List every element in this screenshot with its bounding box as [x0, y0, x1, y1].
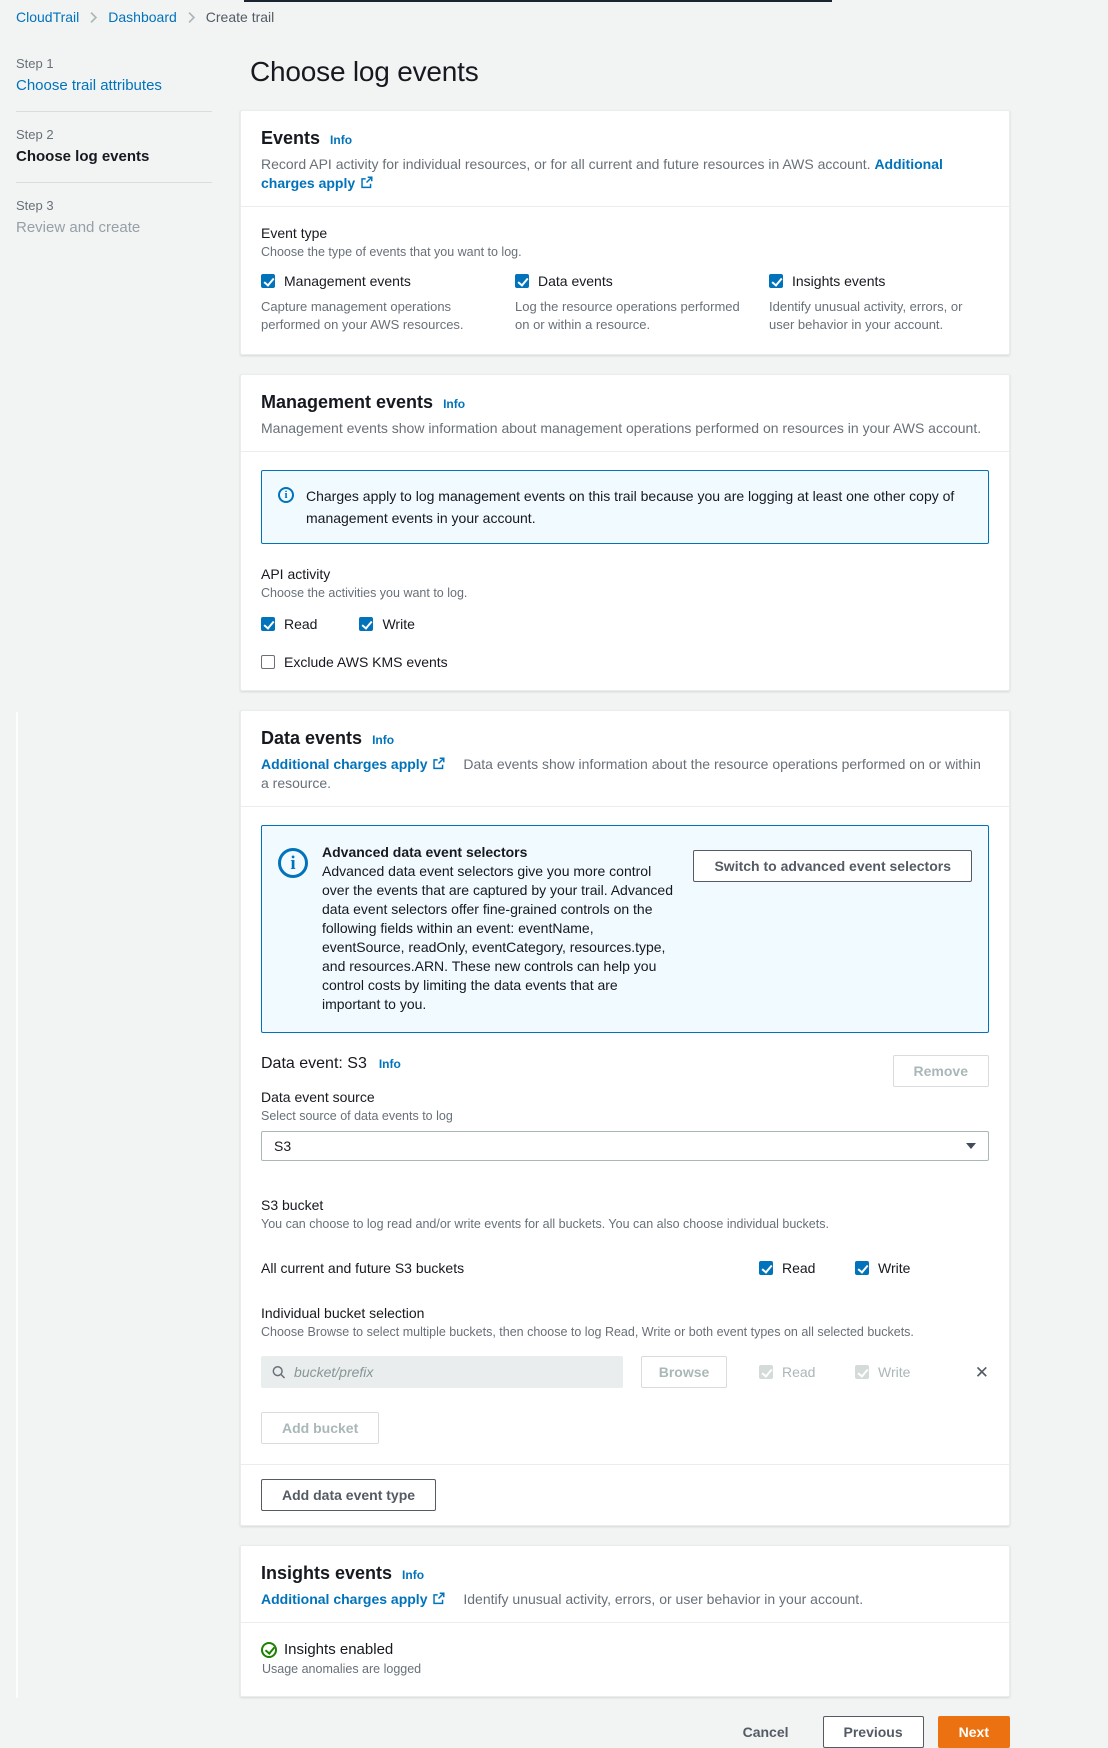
data-card-footer — [241, 1464, 1009, 1525]
data-event-s3-title: Data event: S3 — [261, 1055, 367, 1072]
next-button[interactable]: Next — [938, 1716, 1010, 1748]
all-buckets-write-checkbox[interactable] — [855, 1261, 869, 1275]
insights-card-body — [241, 1622, 1009, 1696]
management-info-link[interactable]: Info — [443, 397, 466, 411]
events-card — [240, 110, 1010, 355]
events-card-body — [241, 206, 1009, 354]
insights-events-option — [769, 273, 989, 334]
individual-bucket-desc: Choose Browse to select multiple buckets, then choose to log Read, Write or both event types on all selected buckets. — [261, 1325, 914, 1339]
breadcrumb-current: Create trail — [205, 9, 275, 25]
management-events-checkbox[interactable] — [261, 274, 275, 288]
insights-card-title: Insights events — [261, 1563, 393, 1583]
exclude-kms-label: Exclude AWS KMS events — [284, 654, 448, 670]
exclude-kms-checkbox[interactable] — [261, 655, 275, 669]
advanced-box-title: Advanced data event selectors — [322, 844, 528, 860]
insights-events-desc: Identify unusual activity, errors, or user behavior in your account. — [769, 299, 963, 332]
search-icon — [272, 1365, 286, 1380]
data-description: Data events show information about the resource operations performed on or within a resource. — [261, 756, 981, 791]
data-event-s3-header — [261, 1055, 989, 1087]
all-buckets-read-checkbox[interactable] — [759, 1261, 773, 1275]
management-card-title: Management events — [261, 392, 434, 412]
s3-bucket-label: S3 bucket — [261, 1197, 324, 1213]
step1-link[interactable]: Choose trail attributes — [16, 77, 162, 94]
insights-info-link[interactable]: Info — [402, 1568, 425, 1582]
data-card-body — [241, 806, 1009, 1464]
info-circle-icon: i — [278, 848, 308, 878]
event-type-label: Event type — [261, 225, 328, 241]
events-card-header — [241, 111, 1009, 206]
management-description: Management events show information about management operations performed on resources in your AWS account. — [261, 420, 982, 436]
data-event-info-link[interactable]: Info — [378, 1057, 401, 1071]
remove-bucket-row-icon[interactable]: ✕ — [974, 1362, 989, 1382]
page-title: Choose log events — [250, 56, 479, 87]
bucket-write-checkbox[interactable] — [855, 1365, 869, 1379]
events-description: Record API activity for individual resources, or for all current and future resources in AWS account. — [261, 156, 871, 172]
advanced-box-body: Advanced data event selectors give you more control over the events that are captured by your trail. Advanced data event selectors offer fine-grained controls on the following fields within an event: eventName, eventSource, readOnly, eventCategory, resources.type, and resources.ARN. These new controls can help you control costs by limiting the data events that are important to you. — [322, 863, 673, 1012]
external-link-icon — [432, 757, 445, 770]
breadcrumb-dashboard[interactable]: Dashboard — [108, 9, 177, 25]
all-buckets-label: All current and future S3 buckets — [261, 1260, 465, 1276]
wizard-steps-nav — [16, 56, 212, 236]
data-card-title: Data events — [261, 728, 363, 748]
insights-events-card — [240, 1545, 1010, 1697]
step1-label: Step 1 — [16, 56, 54, 71]
switch-advanced-selectors-button[interactable]: Switch to advanced event selectors — [693, 850, 972, 882]
bucket-write-label: Write — [878, 1364, 911, 1380]
all-buckets-write-label: Write — [878, 1260, 911, 1276]
events-charges-link[interactable]: Additional charges apply — [261, 156, 943, 191]
api-activity-label: API activity — [261, 566, 331, 582]
data-event-source-select[interactable] — [261, 1131, 989, 1161]
breadcrumb — [16, 9, 274, 25]
events-card-title: Events — [261, 128, 321, 148]
all-buckets-read-label: Read — [782, 1260, 816, 1276]
bucket-prefix-input[interactable] — [294, 1364, 612, 1380]
previous-button[interactable]: Previous — [823, 1716, 924, 1748]
management-card-header — [241, 375, 1009, 451]
s3-bucket-desc: You can choose to log read and/or write events for all buckets. You can also choose individual buckets. — [261, 1217, 829, 1231]
add-data-event-type-button[interactable]: Add data event type — [261, 1479, 436, 1511]
management-card-body — [241, 451, 1009, 690]
step3-label: Step 3 — [16, 198, 54, 213]
data-event-source-desc: Select source of data events to log — [261, 1109, 453, 1123]
step3-title: Review and create — [16, 219, 141, 236]
main-content — [240, 48, 1010, 1748]
data-events-checkbox[interactable] — [515, 274, 529, 288]
insights-events-label: Insights events — [792, 273, 886, 289]
insights-card-header — [241, 1546, 1009, 1622]
chevron-right-icon — [89, 11, 98, 24]
breadcrumb-cloudtrail[interactable]: CloudTrail — [16, 9, 80, 25]
data-card-header — [241, 711, 1009, 806]
management-events-card — [240, 374, 1010, 691]
individual-bucket-label: Individual bucket selection — [261, 1305, 425, 1321]
data-event-source-label: Data event source — [261, 1089, 375, 1105]
api-activity-desc: Choose the activities you want to log. — [261, 586, 468, 600]
step2-current: Choose log events — [16, 148, 150, 165]
add-bucket-button[interactable]: Add bucket — [261, 1412, 379, 1444]
management-events-option — [261, 273, 515, 334]
wizard-actions — [240, 1716, 1010, 1748]
steps-divider — [16, 182, 212, 183]
bucket-read-checkbox[interactable] — [759, 1365, 773, 1379]
data-charges-link[interactable]: Additional charges apply — [261, 756, 445, 772]
insights-status-desc: Usage anomalies are logged — [262, 1662, 422, 1676]
console-topbar-edge — [244, 0, 832, 2]
remove-data-event-button[interactable]: Remove — [893, 1055, 989, 1087]
api-read-checkbox[interactable] — [261, 617, 275, 631]
api-read-label: Read — [284, 616, 318, 632]
management-events-desc: Capture management operations performed on your AWS resources. — [261, 299, 464, 332]
step2-label: Step 2 — [16, 127, 54, 142]
cancel-button[interactable]: Cancel — [723, 1716, 809, 1748]
management-alert-text: Charges apply to log management events on this trail because you are logging at least one other copy of management events in your account. — [306, 488, 955, 526]
insights-description: Identify unusual activity, errors, or user behavior in your account. — [463, 1591, 864, 1607]
advanced-selectors-box — [261, 825, 989, 1033]
data-events-desc: Log the resource operations performed on or within a resource. — [515, 299, 740, 332]
api-write-label: Write — [382, 616, 415, 632]
insights-events-checkbox[interactable] — [769, 274, 783, 288]
api-write-checkbox[interactable] — [359, 617, 373, 631]
event-type-options — [261, 273, 989, 334]
event-type-desc: Choose the type of events that you want to log. — [261, 245, 522, 259]
data-info-link[interactable]: Info — [372, 733, 395, 747]
panel-edge-line — [16, 712, 18, 1698]
external-link-icon — [432, 1592, 445, 1605]
insights-charges-link[interactable]: Additional charges apply — [261, 1591, 445, 1607]
browse-button[interactable]: Browse — [641, 1356, 727, 1388]
chevron-down-icon — [966, 1143, 976, 1149]
bucket-read-label: Read — [782, 1364, 816, 1380]
bucket-prefix-input-wrap — [261, 1356, 623, 1388]
steps-divider — [16, 111, 212, 112]
info-circle-icon: i — [278, 487, 294, 503]
data-events-option — [515, 273, 769, 334]
external-link-icon — [360, 176, 373, 189]
data-events-label: Data events — [538, 273, 613, 289]
data-event-source-value: S3 — [274, 1138, 292, 1154]
management-charges-alert — [261, 470, 989, 544]
insights-status-title: Insights enabled — [284, 1641, 394, 1658]
chevron-right-icon — [187, 11, 196, 24]
events-info-link[interactable]: Info — [330, 133, 353, 147]
success-check-icon — [261, 1642, 277, 1658]
management-events-label: Management events — [284, 273, 411, 289]
data-events-card — [240, 710, 1010, 1526]
